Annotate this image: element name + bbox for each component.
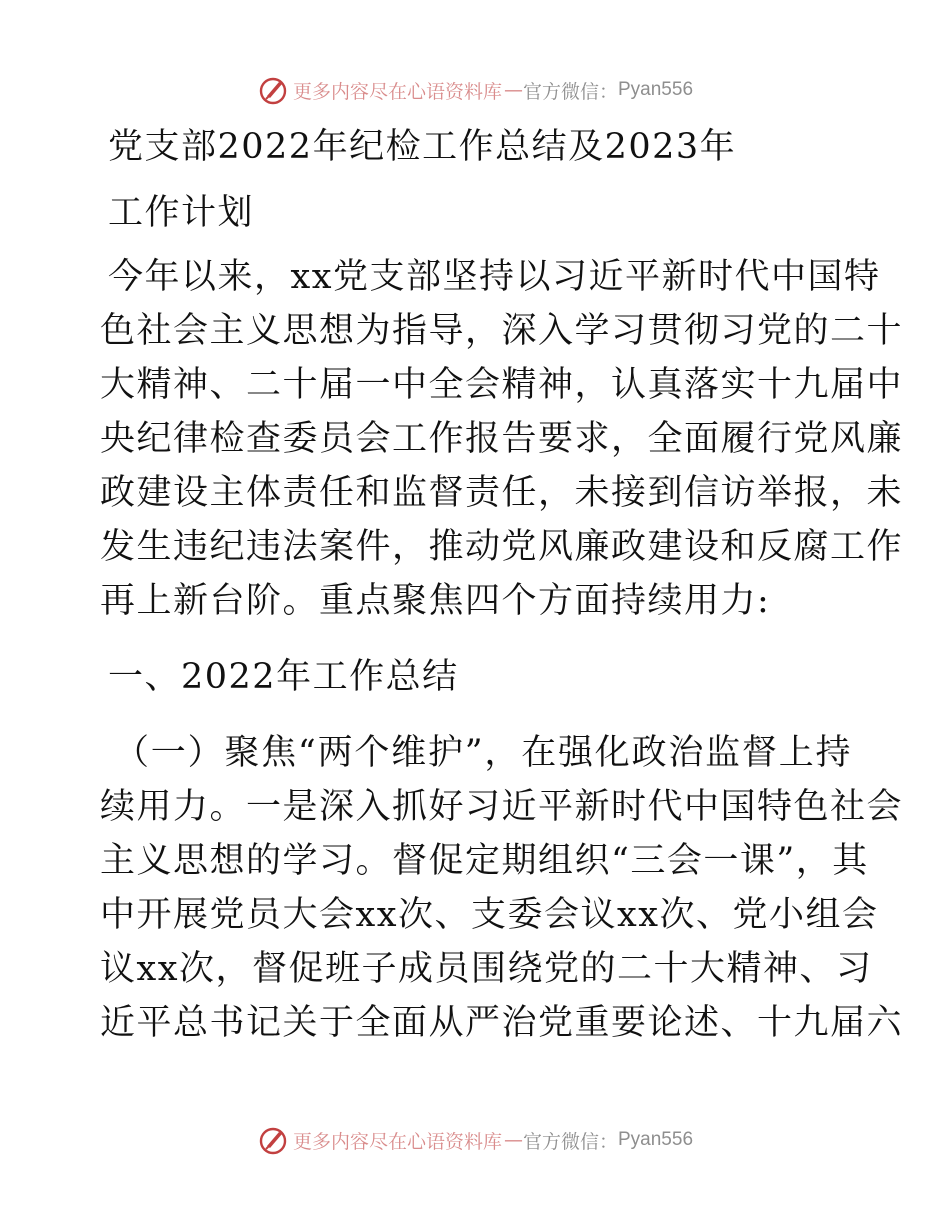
watermark-wechat-id: Pyan556 bbox=[618, 79, 694, 100]
quill-logo-icon bbox=[257, 74, 289, 106]
document-title-line-2: 工作计划 bbox=[108, 193, 255, 233]
watermark-text: 更多内容尽在心语资料库 bbox=[292, 1130, 502, 1153]
paragraph-line: 议xx次，督促班子成员围绕党的二十大精神、习 bbox=[100, 949, 873, 989]
paragraph-line: 近平总书记关于全面从严治党重要论述、十九届六 bbox=[100, 1003, 904, 1043]
document-body bbox=[100, 120, 904, 1050]
paragraph-line: 中开展党员大会xx次、支委会议xx次、党小组会 bbox=[100, 895, 879, 935]
intro-paragraph bbox=[100, 250, 904, 628]
watermark-wechat-id: Pyan556 bbox=[618, 1129, 694, 1150]
watermark-dash: — bbox=[503, 1129, 521, 1151]
watermark-wechat-label: 官方微信： bbox=[522, 80, 618, 103]
watermark-footer bbox=[0, 1124, 950, 1156]
subsection-paragraph bbox=[100, 726, 904, 1050]
watermark-header bbox=[0, 74, 950, 106]
paragraph-line: （一）聚焦“两个维护”，在强化政治监督上持 bbox=[114, 733, 852, 773]
paragraph-line: 今年以来，xx党支部坚持以习近平新时代中国特 bbox=[108, 257, 881, 297]
section-heading: 一、2022年工作总结 bbox=[108, 657, 459, 697]
watermark-text: 更多内容尽在心语资料库 bbox=[292, 80, 502, 103]
paragraph-line: 再上新台阶。重点聚焦四个方面持续用力: bbox=[100, 581, 771, 621]
paragraph-line: 大精神、二十届一中全会精神，认真落实十九届中 bbox=[100, 365, 904, 405]
paragraph-line: 续用力。一是深入抓好习近平新时代中国特色社会 bbox=[100, 787, 904, 827]
paragraph-line: 央纪律检查委员会工作报告要求，全面履行党风廉 bbox=[100, 419, 904, 459]
paragraph-line: 发生违纪违法案件，推动党风廉政建设和反腐工作 bbox=[100, 527, 904, 567]
paragraph-line: 色社会主义思想为指导，深入学习贯彻习党的二十 bbox=[100, 311, 904, 351]
paragraph-line: 主义思想的学习。督促定期组织“三会一课”，其 bbox=[100, 841, 869, 881]
document-title-line-1: 党支部2022年纪检工作总结及2023年 bbox=[108, 127, 737, 167]
watermark-wechat-label: 官方微信： bbox=[522, 1130, 618, 1153]
paragraph-line: 政建设主体责任和监督责任，未接到信访举报，未 bbox=[100, 473, 904, 513]
watermark-dash: — bbox=[503, 79, 521, 101]
quill-logo-icon bbox=[257, 1124, 289, 1156]
